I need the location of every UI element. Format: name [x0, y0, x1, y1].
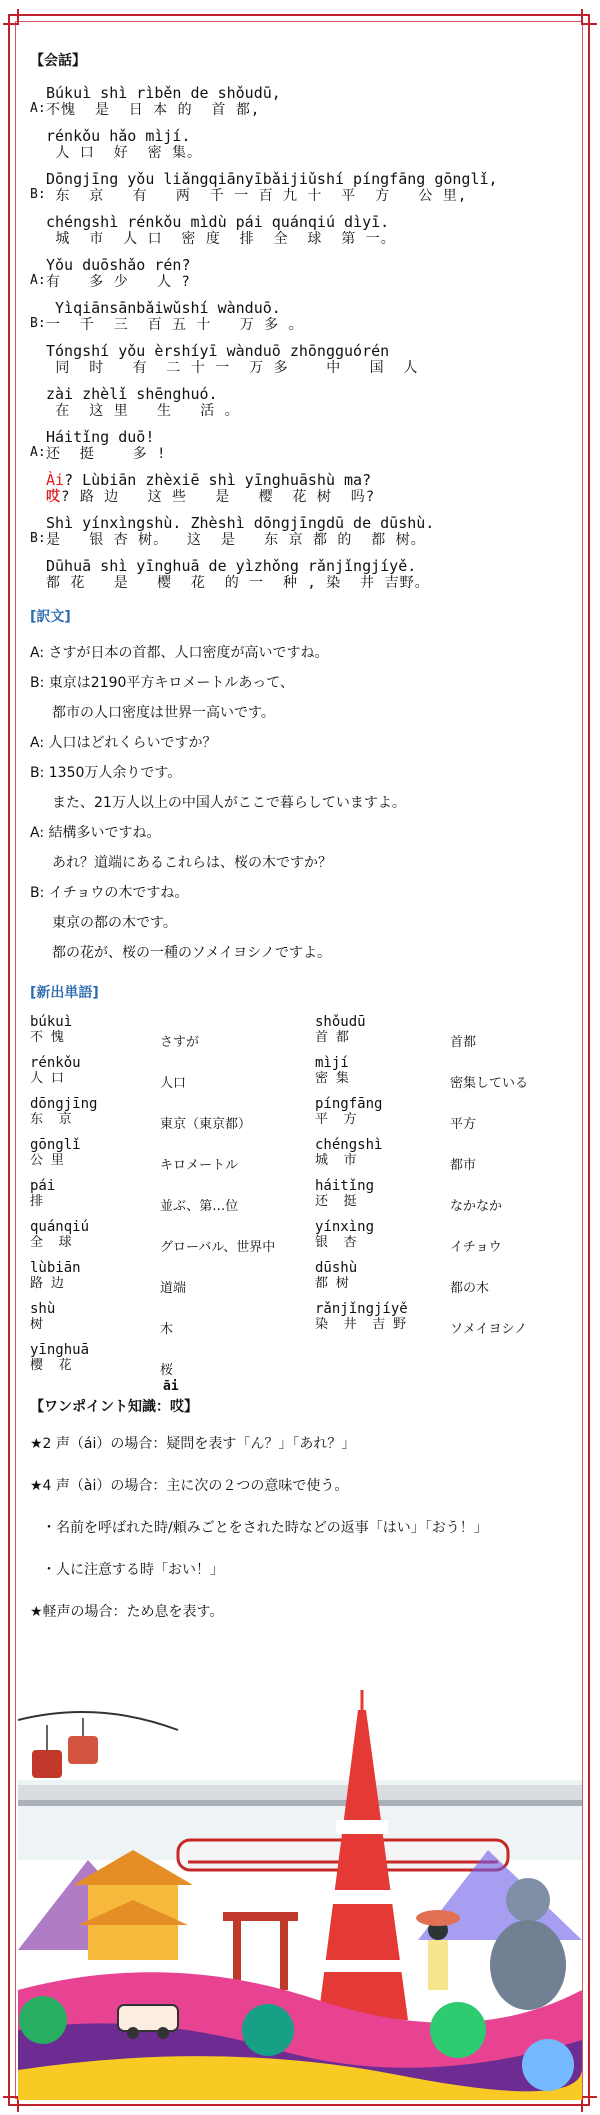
dialogue-line — [30, 256, 570, 291]
hanzi-text — [46, 360, 570, 377]
vocab-meaning: 都市 — [450, 1158, 477, 1173]
onepoint-line: ・人に注意する時「おい！」 — [42, 1562, 224, 1578]
pinyin-highlight: Ài — [46, 471, 65, 489]
pinyin-body: Dōngjīng yǒu liǎngqiānyībǎijiǔshí píngfāng gōnglǐ, — [46, 170, 498, 188]
dialogue-heading: 【会話】 — [30, 53, 86, 69]
vocab-entry — [30, 1055, 81, 1087]
speaker-label: A: — [30, 101, 46, 116]
pinyin-text — [46, 385, 570, 403]
pinyin-body: Háitǐng duō! — [46, 428, 155, 446]
speaker-label: A: — [30, 445, 46, 460]
vocab-meaning: グローバル、世界中 — [160, 1240, 276, 1255]
dialogue-line — [30, 170, 570, 205]
vocab-grid — [30, 1014, 570, 1378]
vocab-entry — [315, 1260, 357, 1292]
hanzi-body: 东 京 有 两 千 一 百 九 十 平 方 公 里, — [46, 188, 468, 204]
vocab-meaning: なかなか — [450, 1199, 503, 1214]
vocab-hanzi: 银 杏 — [315, 1235, 357, 1250]
frame-corner — [3, 2096, 19, 2112]
vocab-hanzi: 染 井 吉 野 — [315, 1317, 407, 1332]
vocab-pinyin: mìjí — [315, 1055, 349, 1071]
vocab-entry — [315, 1219, 374, 1251]
hanzi-body: 还 挺 多 ! — [46, 446, 167, 462]
lesson-content — [30, 50, 570, 1644]
onepoint-title — [30, 1379, 570, 1416]
pinyin-body: ? Lùbiān zhèxiē shì yīnghuāshù ma? — [64, 471, 372, 489]
hanzi-body: 人 口 好 密 集。 — [46, 145, 203, 161]
vocab-hanzi: 东 京 — [30, 1112, 72, 1127]
hanzi-text — [46, 317, 570, 334]
frame-corner — [581, 9, 597, 25]
vocab-meaning: 人口 — [160, 1076, 187, 1091]
vocab-hanzi: 首 都 — [315, 1030, 349, 1045]
onepoint-title-char: 哎 — [170, 1399, 184, 1415]
vocab-meaning: キロメートル — [160, 1158, 239, 1173]
pinyin-body: zài zhèlǐ shēnghuó. — [46, 385, 218, 403]
pinyin-text — [46, 170, 570, 188]
translation-line: A: 人口はどれくらいですか？ — [30, 735, 217, 751]
onepoint-title-suffix: 】 — [184, 1399, 198, 1415]
dialogue-line — [30, 299, 570, 334]
vocab-pinyin: gōnglǐ — [30, 1137, 81, 1153]
translation-line: B: 東京は2190平方キロメートルあって、 — [30, 675, 294, 691]
vocab-meaning: 道端 — [160, 1281, 187, 1296]
vocab-meaning: 密集している — [450, 1076, 529, 1091]
vocab-meaning: さすが — [160, 1035, 200, 1050]
vocab-heading: [新出単語] — [30, 985, 99, 1001]
onepoint-lines — [30, 1434, 570, 1622]
vocab-pinyin: shǒudū — [315, 1014, 366, 1030]
onepoint-title-prefix: 【ワンポイント知識： — [30, 1399, 170, 1415]
hanzi-text — [46, 274, 570, 291]
hanzi-body: 不愧 是 日 本 的 首 都, — [46, 102, 261, 118]
pinyin-text — [46, 342, 570, 360]
hanzi-body: 都 花 是 樱 花 的 一 种 , 染 井 吉野。 — [46, 575, 430, 591]
translation-line: 東京の都の木です。 — [52, 915, 177, 931]
hanzi-body: 城 市 人 口 密 度 排 全 球 第 一。 — [46, 231, 396, 247]
translation-section — [30, 638, 570, 968]
vocab-hanzi: 全 球 — [30, 1235, 72, 1250]
vocab-entry — [30, 1219, 89, 1251]
pinyin-text — [46, 256, 570, 274]
vocab-meaning: ソメイヨシノ — [450, 1322, 527, 1337]
vocab-pinyin: yīnghuā — [30, 1342, 90, 1358]
vocab-hanzi: 树 — [30, 1317, 44, 1332]
vocab-entry — [315, 1096, 382, 1128]
hanzi-text — [46, 446, 570, 463]
translation-line: A: 結構多いですね。 — [30, 825, 161, 841]
hanzi-text — [46, 145, 570, 162]
hanzi-body: 有 多 少 人 ? — [46, 274, 191, 290]
dialogue-line — [30, 342, 570, 377]
dialogue-line — [30, 557, 570, 592]
hanzi-highlight: 哎 — [46, 489, 61, 505]
vocab-entry — [30, 1096, 97, 1128]
vocab-hanzi: 路 边 — [30, 1276, 64, 1291]
vocab-hanzi: 公 里 — [30, 1153, 64, 1168]
translation-line: A: さすが日本の首都、人口密度が高いですね。 — [30, 645, 329, 661]
pinyin-body: rénkǒu hǎo mìjí. — [46, 127, 191, 145]
onepoint-line: ・名前を呼ばれた時/頼みごとをされた時などの返事「はい」「おう！」 — [42, 1520, 488, 1536]
onepoint-line: ★2 声（ái）の場合：疑問を表す「ん？」「あれ？」 — [30, 1436, 356, 1452]
onepoint-line: ★4 声（ài）の場合：主に次の２つの意味で使う。 — [30, 1478, 349, 1494]
hanzi-body: 同 时 有 二 十 一 万 多 中 国 人 — [46, 360, 419, 376]
vocab-pinyin: búkuì — [30, 1014, 73, 1030]
speaker-label: B: — [30, 187, 46, 202]
translation-line: また、21万人以上の中国人がここで暮らしていますよ。 — [52, 795, 406, 811]
pinyin-text — [46, 514, 570, 532]
speaker-label: B: — [30, 316, 46, 331]
dialogue-line — [30, 127, 570, 162]
vocab-meaning: 桜 — [160, 1363, 174, 1378]
pinyin-body: Búkuì shì rìběn de shǒudū, — [46, 84, 281, 102]
vocab-pinyin: yínxìng — [315, 1219, 375, 1235]
translation-line: 都の花が、桜の一種のソメイヨシノですよ。 — [52, 945, 332, 961]
pinyin-body: chéngshì rénkǒu mìdù pái quánqiú dìyī. — [46, 213, 390, 231]
hanzi-body: ? 路 边 这 些 是 樱 花 树 吗? — [61, 489, 376, 505]
vocab-hanzi: 人 口 — [30, 1071, 64, 1086]
hanzi-text — [46, 403, 570, 420]
vocab-entry — [315, 1014, 366, 1046]
vocab-meaning: 都の木 — [450, 1281, 490, 1296]
pinyin-text — [46, 84, 570, 102]
dialogue-line — [30, 428, 570, 463]
vocab-meaning: イチョウ — [450, 1240, 502, 1255]
vocab-entry — [30, 1137, 81, 1169]
vocab-pinyin: quánqiú — [30, 1219, 90, 1235]
vocab-entry — [30, 1301, 55, 1333]
vocab-meaning: 平方 — [450, 1117, 477, 1132]
frame-corner — [3, 9, 19, 25]
hanzi-text — [46, 102, 570, 119]
vocab-pinyin: rénkǒu — [30, 1055, 81, 1071]
vocab-hanzi: 还 挺 — [315, 1194, 357, 1209]
hanzi-body: 是 银 杏 树。 这 是 东 京 都 的 都 树。 — [46, 532, 426, 548]
speaker-label: A: — [30, 273, 46, 288]
onepoint-section — [30, 1379, 570, 1622]
translation-line: B: イチョウの木ですね。 — [30, 885, 189, 901]
pinyin-text — [46, 428, 570, 446]
vocab-pinyin: shù — [30, 1301, 56, 1317]
hanzi-body: 一 千 三 百 五 十 万 多 。 — [46, 317, 304, 333]
pinyin-body: Shì yínxìngshù. Zhèshì dōngjīngdū de dūshù. — [46, 514, 435, 532]
vocab-meaning: 東京（東京都） — [160, 1117, 252, 1132]
translation-heading: [訳文] — [30, 609, 71, 625]
pinyin-body: Tóngshí yǒu èrshíyī wànduō zhōngguórén — [46, 342, 390, 360]
vocab-entry — [315, 1055, 349, 1087]
pinyin-text — [46, 557, 570, 575]
hanzi-body: 在 这 里 生 活 。 — [46, 403, 240, 419]
pinyin-text — [46, 299, 570, 317]
vocab-meaning: 首都 — [450, 1035, 477, 1050]
dialogue-line — [30, 213, 570, 248]
dialogue-line — [30, 471, 570, 506]
vocab-entry — [30, 1178, 55, 1210]
pinyin-text — [46, 471, 570, 489]
vocab-meaning: 木 — [160, 1322, 174, 1337]
vocab-pinyin: píngfāng — [315, 1096, 383, 1112]
translation-line: あれ？道端にあるこれらは、桜の木ですか？ — [52, 855, 332, 871]
pinyin-text — [46, 127, 570, 145]
hanzi-text — [46, 489, 570, 506]
vocab-pinyin: chéngshì — [315, 1137, 383, 1153]
vocab-hanzi: 排 — [30, 1194, 44, 1209]
vocab-hanzi: 平 方 — [315, 1112, 357, 1127]
vocab-pinyin: dūshù — [315, 1260, 358, 1276]
vocab-entry — [315, 1137, 382, 1169]
vocab-hanzi: 都 树 — [315, 1276, 349, 1291]
vocab-entry — [30, 1014, 72, 1046]
vocab-entry — [30, 1260, 81, 1292]
pinyin-body: Yìqiānsānbǎiwǔshí wànduō. — [46, 299, 281, 317]
vocab-entry — [315, 1178, 374, 1210]
dialogue-line — [30, 514, 570, 549]
onepoint-ruby: āi — [163, 1379, 179, 1394]
vocab-hanzi: 密 集 — [315, 1071, 349, 1086]
onepoint-line: ★軽声の場合：ため息を表す。 — [30, 1604, 224, 1620]
dialogue-section — [30, 84, 570, 592]
dialogue-line — [30, 84, 570, 119]
hanzi-text — [46, 231, 570, 248]
pinyin-body: Dūhuā shì yīnghuā de yìzhǒng rǎnjǐngjíyě. — [46, 557, 417, 575]
vocab-pinyin: lùbiān — [30, 1260, 81, 1276]
hanzi-text — [46, 575, 570, 592]
pinyin-body: Yǒu duōshǎo rén? — [46, 256, 191, 274]
dialogue-line — [30, 385, 570, 420]
vocab-pinyin: háitǐng — [315, 1178, 375, 1194]
vocab-pinyin: pái — [30, 1178, 56, 1194]
speaker-label: B: — [30, 531, 46, 546]
frame-corner — [581, 2096, 597, 2112]
vocab-hanzi: 不 愧 — [30, 1030, 64, 1045]
vocab-hanzi: 樱 花 — [30, 1358, 72, 1373]
translation-line: 都市の人口密度は世界一高いです。 — [52, 705, 275, 721]
vocab-entry — [315, 1301, 408, 1333]
translation-line: B: 1350万人余りです。 — [30, 765, 182, 781]
pinyin-text — [46, 213, 570, 231]
vocab-hanzi: 城 市 — [315, 1153, 357, 1168]
vocab-pinyin: dōngjīng — [30, 1096, 98, 1112]
tokyo-skyline-illustration — [18, 1690, 582, 2100]
hanzi-text — [46, 188, 570, 205]
hanzi-text — [46, 532, 570, 549]
vocab-pinyin: rǎnjǐngjíyě — [315, 1301, 408, 1317]
vocab-entry — [30, 1342, 89, 1374]
vocab-meaning: 並ぶ、第…位 — [160, 1199, 239, 1214]
